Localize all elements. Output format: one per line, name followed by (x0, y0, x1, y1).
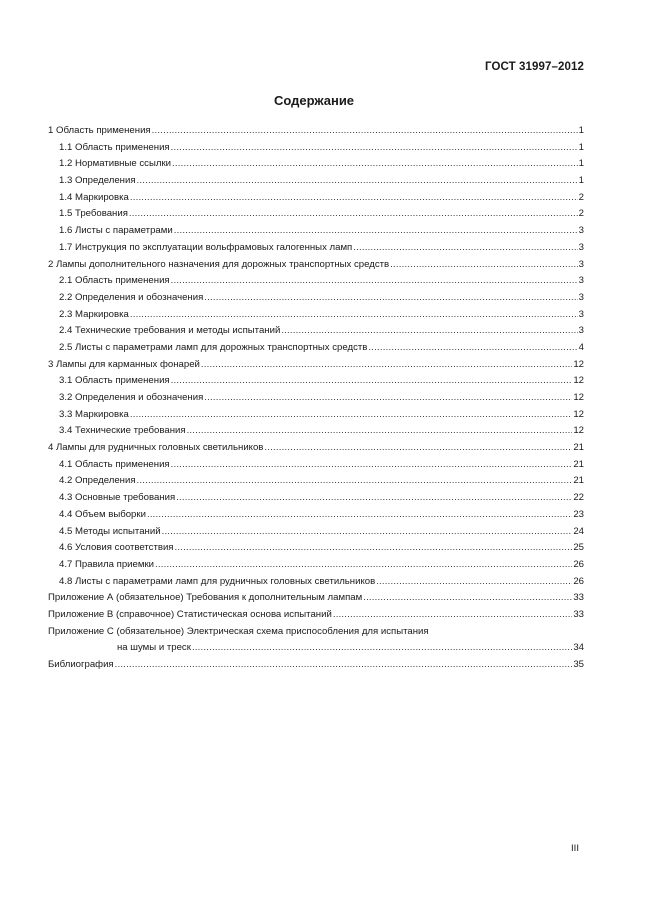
dot-leader (130, 407, 572, 424)
dot-leader (130, 190, 578, 207)
dot-leader (147, 507, 572, 524)
toc-entry-label: 4.1 Область применения (59, 458, 170, 470)
toc-entry-label: 2.4 Технические требования и методы испытаний (59, 325, 281, 337)
toc-entry[interactable] (48, 473, 584, 490)
toc-entry-label: 1.7 Инструкция по эксплуатации вольфрамовых галогенных ламп (59, 241, 353, 253)
dot-leader (201, 357, 572, 374)
toc-entry-label: 3.2 Определения и обозначения (59, 392, 204, 403)
toc-entry[interactable] (48, 557, 584, 574)
dot-leader (152, 123, 578, 140)
dot-leader (187, 423, 573, 440)
toc-entry-page: 12 (573, 425, 584, 437)
toc-entry-label: 4.7 Правила приемки (59, 558, 155, 570)
toc-entry[interactable] (48, 340, 584, 357)
toc-entry-page: 21 (573, 458, 584, 470)
toc-entry-page: 3 (578, 325, 584, 337)
dot-leader (176, 490, 572, 507)
toc-entry[interactable] (48, 490, 584, 507)
toc-entry-page: 25 (573, 542, 584, 554)
toc-entry[interactable] (48, 373, 584, 390)
toc-entry[interactable] (48, 540, 584, 557)
toc-entry[interactable] (48, 590, 584, 607)
toc-entry-label: 2.5 Листы с параметрами ламп для дорожных транспортных средств (59, 341, 368, 353)
toc-entry-bibliography[interactable] (48, 657, 584, 674)
toc-title: Содержание (273, 93, 355, 108)
toc-entry-page: 33 (573, 608, 584, 620)
dot-leader (129, 206, 578, 223)
dot-leader (175, 540, 573, 557)
toc-entry-label: 2 Лампы дополнительного назначения для дорожных транспортных средств (48, 258, 390, 270)
toc-entry-page: 3 (578, 275, 584, 287)
standard-code: ГОСТ 31997–2012 (484, 61, 584, 73)
toc-entry[interactable] (48, 323, 584, 340)
toc-entry-page: 12 (573, 408, 584, 420)
toc-entry[interactable] (48, 257, 584, 274)
toc-entry-page: 2 (578, 191, 584, 203)
dot-leader (264, 440, 572, 457)
toc-entry-label: 1.2 Нормативные ссылки (59, 158, 172, 170)
dot-leader (368, 340, 577, 357)
toc-entry[interactable] (48, 440, 584, 457)
toc-entry[interactable] (48, 407, 584, 424)
dot-leader (130, 307, 578, 324)
toc-entry-page: 23 (573, 508, 584, 520)
toc-entry-annex-c[interactable] (48, 624, 584, 657)
page-number: III (571, 843, 579, 854)
toc-entry-label: 3 Лампы для карманных фонарей (48, 358, 200, 370)
toc-entry[interactable] (48, 156, 584, 173)
toc-entry[interactable] (48, 307, 584, 324)
dot-leader (174, 223, 578, 240)
toc-entry[interactable] (48, 173, 584, 190)
toc-entry-label: Библиография (48, 659, 114, 670)
toc-entry-page: 26 (573, 558, 584, 570)
toc-entry-page: 1 (578, 175, 584, 187)
toc-entry-label: 4.6 Условия соответствия (59, 542, 174, 554)
toc-entry-page: 35 (573, 659, 584, 670)
toc-entry-label: 1.4 Маркировка (59, 191, 129, 203)
toc-entry-label: Приложение А (обязательное) Требования к дополнительным лампам (48, 592, 363, 604)
toc-entry-label: 3.1 Область применения (59, 375, 170, 387)
toc-entry-page: 3 (578, 308, 584, 320)
toc-entry[interactable] (48, 524, 584, 541)
toc-entry[interactable] (48, 357, 584, 374)
dot-leader (353, 240, 577, 257)
toc-entry-page: 26 (573, 575, 584, 587)
dot-leader (192, 640, 572, 657)
toc-entry-page: 2 (578, 208, 584, 220)
toc-entry[interactable] (48, 607, 584, 624)
dot-leader (115, 657, 573, 674)
toc-entry-label-continued: на шумы и треск (117, 642, 191, 654)
dot-leader (390, 257, 578, 274)
toc-entry-label: 1.6 Листы с параметрами (59, 225, 173, 237)
dot-leader (281, 323, 577, 340)
dot-leader (363, 590, 572, 607)
toc-entry[interactable] (48, 457, 584, 474)
toc-entry-page: 3 (578, 225, 584, 237)
dot-leader (204, 290, 577, 307)
toc-entry[interactable] (48, 223, 584, 240)
toc-entry-page: 24 (573, 525, 584, 537)
toc-entry-page: 3 (578, 258, 584, 270)
toc-entry-label: 2.3 Маркировка (59, 308, 129, 320)
toc-entry-page: 33 (573, 592, 584, 604)
toc-entry-label: Приложение В (справочное) Статистическая основа испытаний (48, 608, 332, 620)
toc-entry-page: 1 (578, 141, 584, 153)
dot-leader (204, 390, 572, 407)
table-of-contents (48, 123, 584, 674)
dot-leader (137, 173, 578, 190)
dot-leader (171, 457, 573, 474)
toc-entry[interactable] (48, 206, 584, 223)
dot-leader (376, 574, 572, 591)
toc-entry[interactable] (48, 140, 584, 157)
dot-leader (171, 140, 578, 157)
dot-leader (171, 273, 578, 290)
dot-leader (155, 557, 572, 574)
toc-entry-page: 34 (573, 642, 584, 654)
toc-entry-page: 22 (573, 492, 584, 504)
toc-entry-label: 4.4 Объем выборки (59, 508, 146, 520)
dot-leader (137, 473, 573, 490)
toc-entry-page: 21 (573, 475, 584, 487)
toc-entry-label: 1.3 Определения (59, 175, 136, 187)
toc-entry-page: 12 (573, 375, 584, 387)
toc-entry-page: 12 (573, 358, 584, 370)
dot-leader (162, 524, 573, 541)
toc-entry-label: 2.1 Область применения (59, 275, 170, 287)
toc-entry[interactable] (48, 190, 584, 207)
toc-entry-label: 1.1 Область применения (59, 141, 170, 153)
toc-entry-page: 21 (573, 442, 584, 454)
toc-entry-page: 3 (578, 291, 584, 303)
toc-entries (48, 123, 584, 624)
toc-entry-label: Приложение С (обязательное) Электрическая схема приспособления для испытания (48, 625, 429, 637)
toc-entry-label: 4.2 Определения (59, 475, 136, 487)
dot-leader (171, 373, 573, 390)
toc-entry-label: 4 Лампы для рудничных головных светильников (48, 442, 264, 454)
toc-entry-page: 12 (573, 392, 584, 403)
dot-leader (172, 156, 578, 173)
toc-entry-page: 1 (578, 125, 584, 136)
toc-entry-label: 4.8 Листы с параметрами ламп для рудничных головных светильников (59, 575, 376, 587)
toc-entry[interactable] (48, 507, 584, 524)
toc-entry-label: 4.5 Методы испытаний (59, 525, 161, 537)
toc-entry[interactable] (48, 390, 584, 407)
toc-entry-label: 3.3 Маркировка (59, 408, 129, 420)
toc-entry-label: 1.5 Требования (59, 208, 128, 220)
toc-entry[interactable] (48, 273, 584, 290)
toc-entry-page: 1 (578, 158, 584, 170)
toc-entry-label: 2.2 Определения и обозначения (59, 291, 204, 303)
toc-entry-page: 3 (578, 241, 584, 253)
toc-entry[interactable] (48, 290, 584, 307)
toc-entry-page: 4 (578, 341, 584, 353)
toc-entry[interactable] (48, 123, 584, 140)
dot-leader (333, 607, 573, 624)
toc-entry[interactable] (48, 574, 584, 591)
toc-entry[interactable] (48, 423, 584, 440)
toc-entry-label: 3.4 Технические требования (59, 425, 186, 437)
toc-entry[interactable] (48, 240, 584, 257)
toc-entry-label: 1 Область применения (48, 125, 151, 136)
toc-entry-label: 4.3 Основные требования (59, 492, 176, 504)
